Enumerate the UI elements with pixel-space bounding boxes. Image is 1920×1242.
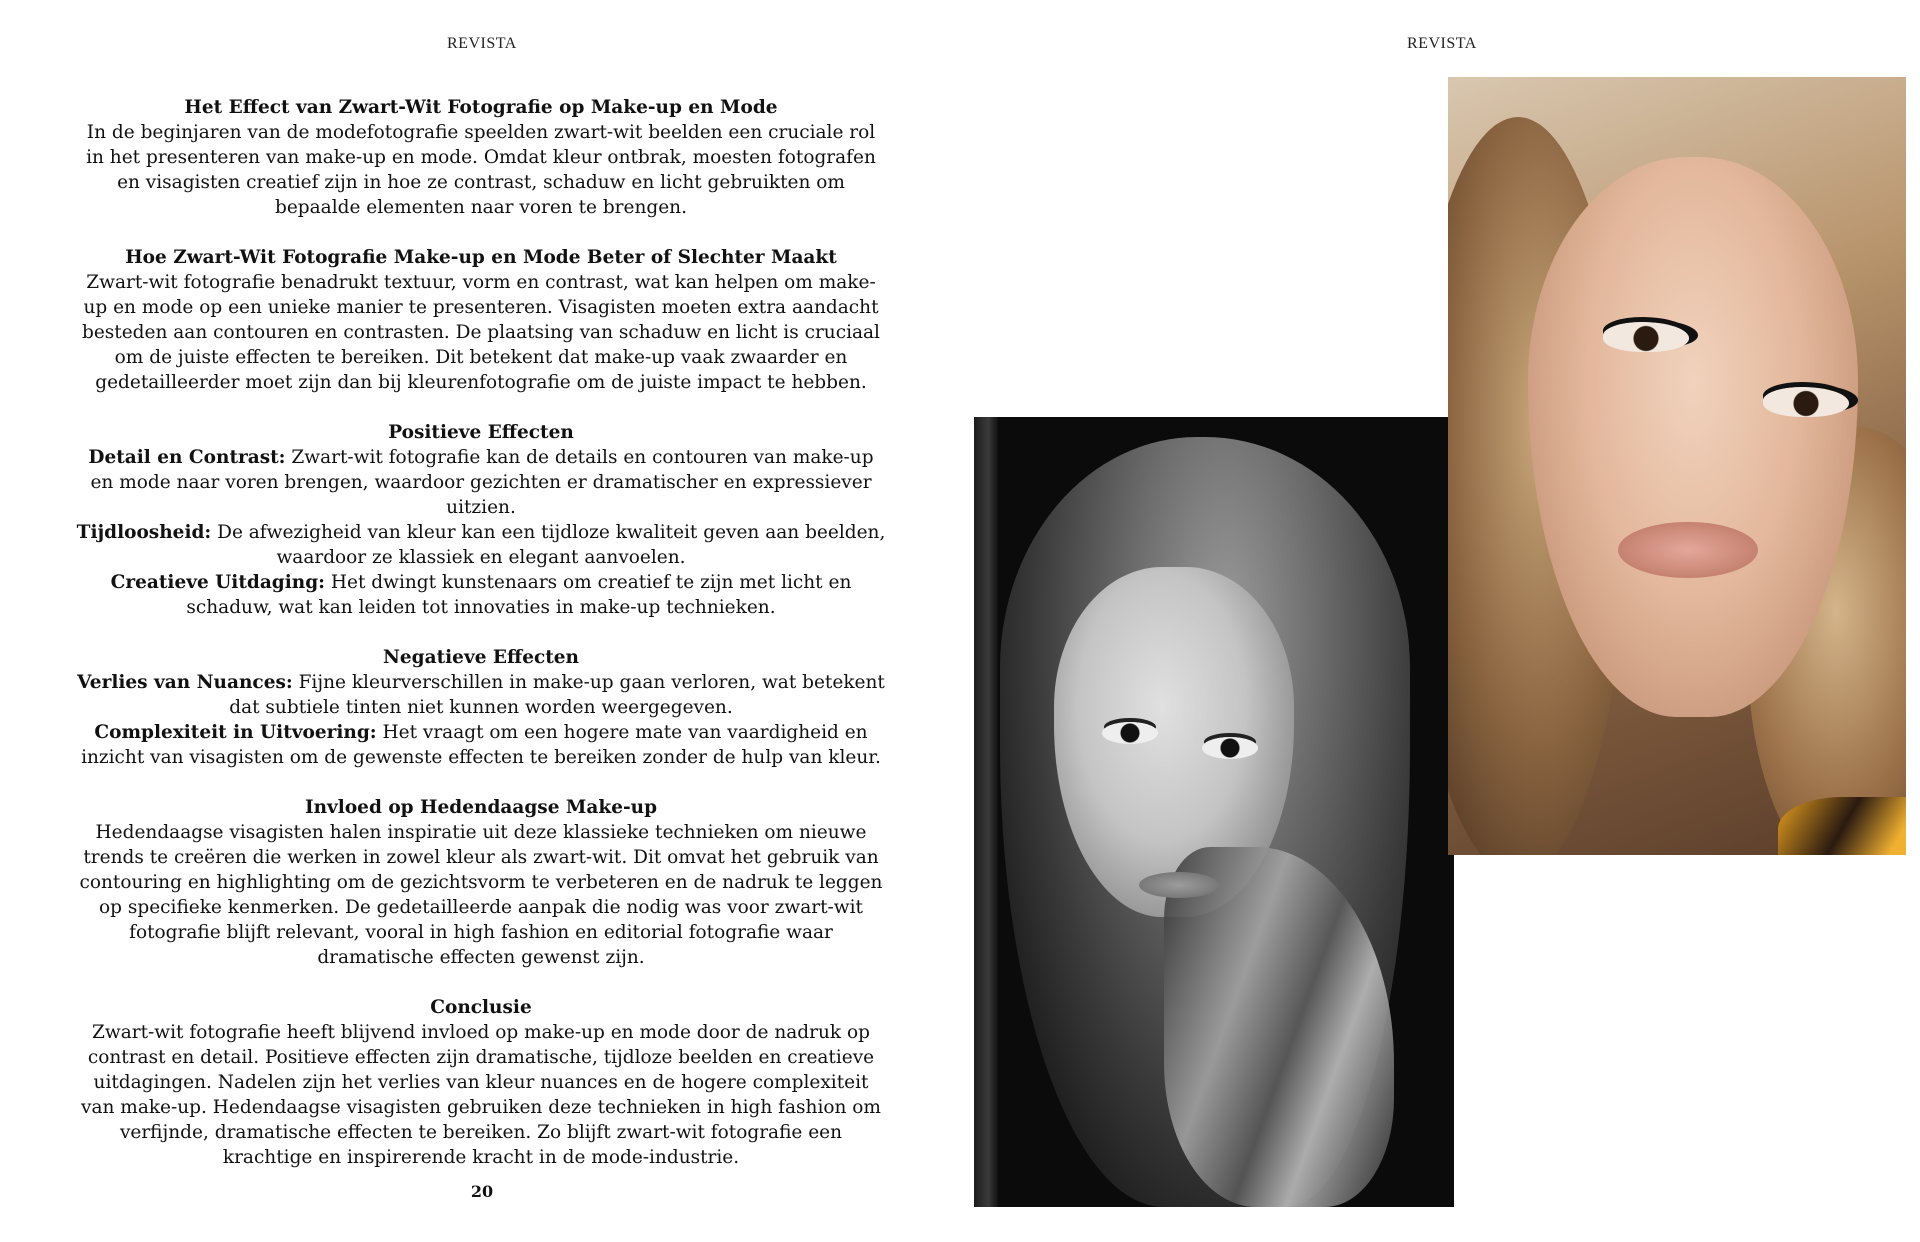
- item-term: Creatieve Uitdaging:: [110, 572, 325, 593]
- section-negative-effects: [76, 645, 886, 770]
- right-eye-shape: [1763, 387, 1849, 417]
- lips-shape: [1139, 872, 1219, 898]
- section-heading: Positieve Effecten: [388, 422, 574, 443]
- section-body: In de beginjaren van de modefotografie speelden zwart-wit beelden een cruciale rol in het presenteren van make-up en mode. Omdat kleur ontbrak, moesten fotografen en visagisten creatief zijn in hoe ze contrast, schaduw en licht gebruikten om bepaalde elementen naar voren te brengen.: [86, 122, 876, 218]
- item-term: Verlies van Nuances:: [77, 672, 293, 693]
- shirt-shape: [1778, 797, 1906, 855]
- article-column: [76, 95, 886, 1195]
- item-term: Tijdloosheid:: [76, 522, 212, 543]
- item-text: Fijne kleurverschillen in make-up gaan verloren, wat betekent dat subtiele tinten niet kunnen worden weergegeven.: [229, 672, 885, 718]
- list-item: [76, 670, 886, 720]
- section-body: Zwart-wit fotografie benadrukt textuur, vorm en contrast, wat kan helpen om make-up en mode op een unieke manier te presenteren. Visagisten moeten extra aandacht besteden aan contouren en contrasten. De plaatsing van schaduw en licht is cruciaal om de juiste effecten te bereiken. Dit betekent dat make-up vaak zwaarder en gedetailleerder moet zijn dan bij kleurenfotografie om de juiste impact te hebben.: [82, 272, 880, 393]
- left-eye-shape: [1603, 322, 1689, 352]
- section-conclusion: [76, 995, 886, 1170]
- list-item: [76, 720, 886, 770]
- item-text: Het dwingt kunstenaars om creatief te zijn met licht en schaduw, wat kan leiden tot innovaties in make-up technieken.: [186, 572, 852, 618]
- section-contemporary-influence: [76, 795, 886, 970]
- page-number: 20: [470, 1182, 494, 1201]
- lips-shape: [1618, 522, 1758, 578]
- item-text: Het vraagt om een hogere mate van vaardigheid en inzicht van visagisten om de gewenste effecten te bereiken zonder de hulp van kleur.: [81, 722, 881, 768]
- item-term: Complexiteit in Uitvoering:: [94, 722, 377, 743]
- item-text: Zwart-wit fotografie kan de details en contouren van make-up en mode naar voren brengen, waardoor gezichten er dramatischer en expressiever uitzien.: [90, 447, 874, 518]
- photo-edge: [974, 417, 998, 1207]
- item-text: De afwezigheid van kleur kan een tijdloze kwaliteit geven aan beelden, waardoor ze klassiek en elegant aanvoelen.: [211, 522, 886, 568]
- section-positive-effects: [76, 420, 886, 620]
- black-white-portrait-photo: [974, 417, 1454, 1207]
- color-portrait-photo: [1448, 77, 1906, 855]
- list-item: [76, 445, 886, 520]
- section-heading: Het Effect van Zwart-Wit Fotografie op Make-up en Mode: [184, 97, 778, 118]
- list-item: [76, 520, 886, 570]
- section-heading: Invloed op Hedendaagse Make-up: [304, 797, 658, 818]
- left-eye-shape: [1102, 722, 1158, 744]
- section-heading: Negatieve Effecten: [383, 647, 579, 668]
- right-eye-shape: [1202, 737, 1258, 759]
- section-body: Hedendaagse visagisten halen inspiratie uit deze klassieke technieken om nieuwe trends te creëren die werken in zowel kleur als zwart-wit. Dit omvat het gebruik van contouring en highlighting om de gezichtsvorm te verbeteren en de nadruk te leggen op specifieke kenmerken. De gedetailleerde aanpak die nodig was voor zwart-wit fotografie blijft relevant, vooral in high fashion en editorial fotografie waar dramatische effecten gewenst zijn.: [79, 822, 883, 968]
- section-better-or-worse: [76, 245, 886, 395]
- list-item: [76, 570, 886, 620]
- item-term: Detail en Contrast:: [88, 447, 286, 468]
- magazine-header-right: REVISTA: [1407, 35, 1477, 52]
- magazine-header-left: REVISTA: [447, 35, 517, 52]
- section-intro: [76, 95, 886, 220]
- section-body: Zwart-wit fotografie heeft blijvend invloed op make-up en mode door de nadruk op contrast en detail. Positieve effecten zijn dramatische, tijdloze beelden en creatieve uitdagingen. Nadelen zijn het verlies van kleur nuances en de hogere complexiteit van make-up. Hedendaagse visagisten gebruiken deze technieken in high fashion om verfijnde, dramatische effecten te bereiken. Zo blijft zwart-wit fotografie een krachtige en inspirerende kracht in de mode-industrie.: [81, 1022, 881, 1168]
- section-heading: Hoe Zwart-Wit Fotografie Make-up en Mode Beter of Slechter Maakt: [125, 247, 837, 268]
- section-heading: Conclusie: [430, 997, 532, 1018]
